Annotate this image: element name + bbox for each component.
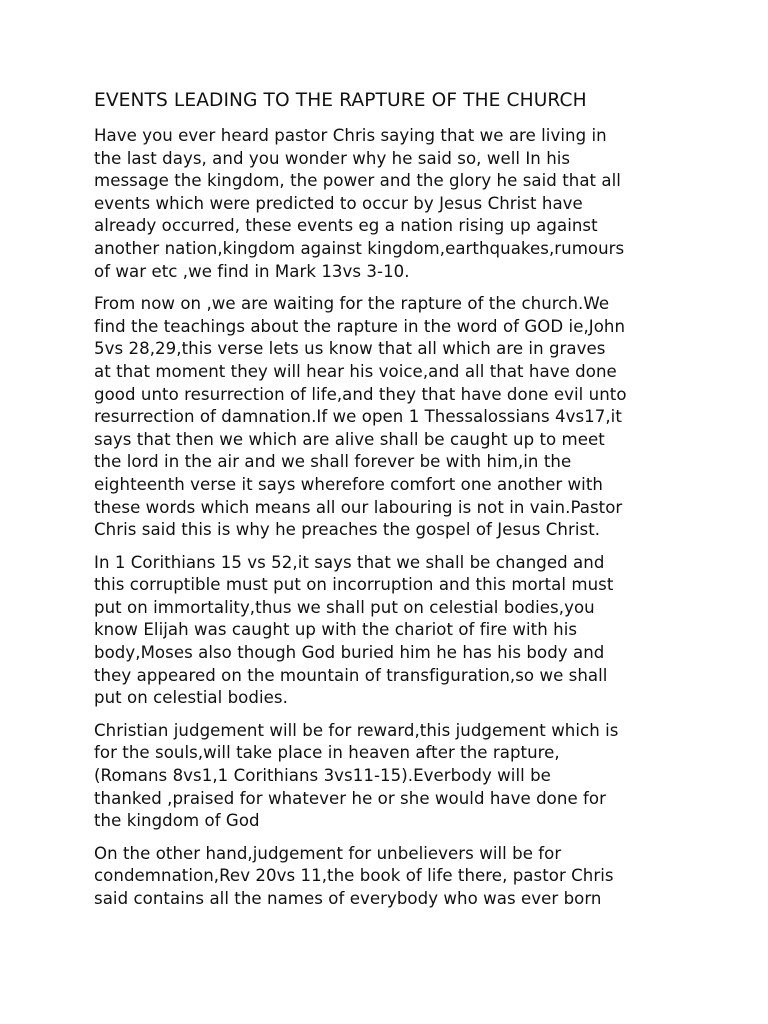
- paragraph-line: On the other hand,judgement for unbelievers will be for: [94, 843, 562, 863]
- paragraph-line: good unto resurrection of life,and they that have done evil unto: [94, 384, 627, 404]
- paragraph-line: says that then we which are alive shall be caught up to meet: [94, 429, 605, 449]
- paragraph-line: Have you ever heard pastor Chris saying that we are living in: [94, 126, 607, 145]
- paragraph-line: put on immortality,thus we shall put on celestial bodies,you: [94, 597, 595, 617]
- paragraph-line: Chris said this is why he preaches the gospel of Jesus Christ.: [94, 520, 601, 540]
- paragraph-line: events which were predicted to occur by Jesus Christ have: [94, 193, 583, 213]
- paragraph-line: find the teachings about the rapture in the word of GOD ie,John: [94, 316, 626, 336]
- paragraph-line: they appeared on the mountain of transfiguration,so we shall: [94, 665, 608, 685]
- paragraph-4: [94, 720, 714, 833]
- paragraph-line: condemnation,Rev 20vs 11,the book of life there, pastor Chris: [94, 866, 614, 886]
- paragraph-line: thanked ,praised for whatever he or she would have done for: [94, 788, 606, 808]
- paragraph-line: of war etc ,we find in Mark 13vs 3-10.: [94, 261, 410, 281]
- paragraph-5: [94, 843, 714, 911]
- paragraph-line: the kingdom of God: [94, 811, 260, 831]
- paragraph-line: for the souls,will take place in heaven after the rapture,: [94, 743, 560, 763]
- paragraph-line: From now on ,we are waiting for the rapture of the church.We: [94, 294, 610, 314]
- paragraph-3: [94, 552, 714, 710]
- document-title: EVENTS LEADING TO THE RAPTURE OF THE CHURCH: [94, 90, 587, 111]
- paragraph-2: [94, 293, 714, 542]
- paragraph-line: 5vs 28,29,this verse lets us know that all which are in graves: [94, 339, 606, 359]
- paragraph-line: body,Moses also though God buried him he has his body and: [94, 643, 605, 663]
- paragraph-line: put on celestial bodies.: [94, 688, 288, 708]
- paragraph-line: resurrection of damnation.If we open 1 Thessalossians 4vs17,it: [94, 407, 622, 427]
- paragraph-line: at that moment they will hear his voice,and all that have done: [94, 361, 617, 381]
- paragraph-line: know Elijah was caught up with the chariot of fire with his: [94, 620, 578, 640]
- paragraph-line: In 1 Corithians 15 vs 52,it says that we shall be changed and: [94, 552, 605, 572]
- paragraph-line: the last days, and you wonder why he said so, well In his: [94, 148, 571, 168]
- document-page: [94, 88, 714, 921]
- paragraph-line: these words which means all our labouring is not in vain.Pastor: [94, 497, 623, 517]
- paragraph-line: this corruptible must put on incorruption and this mortal must: [94, 575, 614, 595]
- paragraph-line: (Romans 8vs1,1 Corithians 3vs11-15).Everbody will be: [94, 766, 551, 786]
- paragraph-line: said contains all the names of everybody who was ever born: [94, 889, 602, 908]
- paragraph-line: another nation,kingdom against kingdom,earthquakes,rumours: [94, 238, 625, 258]
- paragraph-line: Christian judgement will be for reward,this judgement which is: [94, 720, 619, 740]
- paragraph-line: the lord in the air and we shall forever be with him,in the: [94, 452, 572, 472]
- paragraph-1: [94, 125, 714, 283]
- paragraph-line: eighteenth verse it says wherefore comfort one another with: [94, 474, 603, 494]
- paragraph-line: message the kingdom, the power and the glory he said that all: [94, 171, 621, 191]
- paragraph-line: already occurred, these events eg a nation rising up against: [94, 216, 598, 236]
